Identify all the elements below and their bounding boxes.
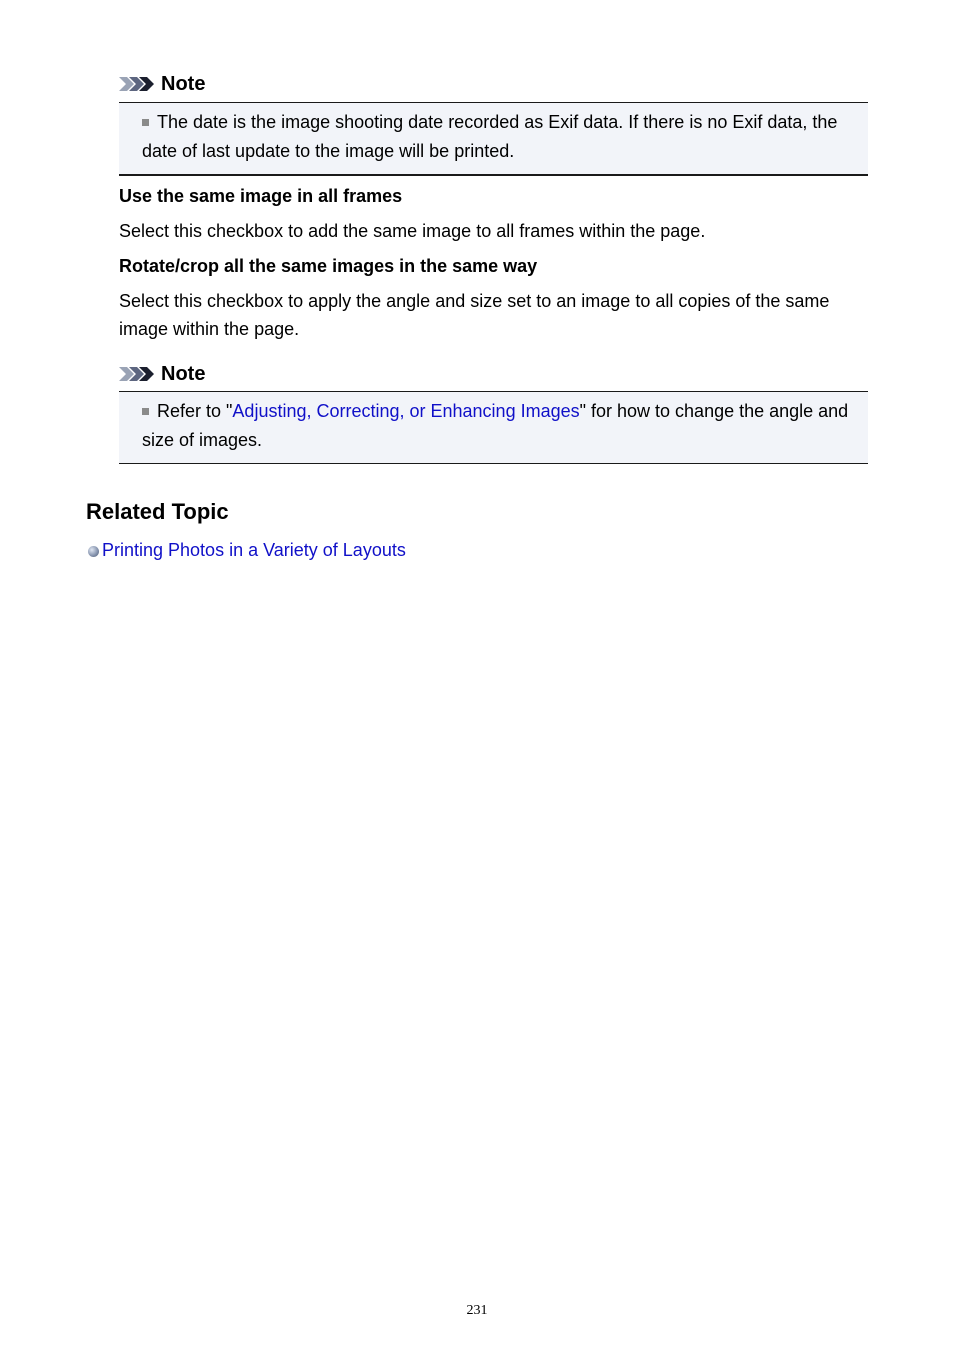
square-bullet-icon [142,119,149,126]
note-block-exif [119,70,868,176]
page-number: 231 [466,1303,488,1318]
note-text: The date is the image shooting date recorded as Exif data. If there is no Exif data, the date of last update to the image will be printed. [142,112,838,161]
section-text: Select this checkbox to apply the angle and size set to an image to all copies of the same image within the page. [119,291,830,339]
note-body [119,391,868,464]
section-title: Use the same image in all frames [119,186,403,206]
note-block-adjusting [119,360,868,464]
note-title: Note [161,363,206,385]
section-same-image [119,184,859,245]
adjusting-images-link[interactable]: Adjusting, Correcting, or Enhancing Images [232,401,580,421]
related-topic-item[interactable] [88,537,406,563]
printing-photos-layouts-link[interactable]: Printing Photos in a Variety of Layouts [102,540,406,560]
note-header [119,70,868,98]
note-text-after: " for how to change the angle and size of images. [142,401,849,450]
section-rotate-crop [119,254,859,343]
note-title: Note [161,73,206,95]
square-bullet-icon [142,408,149,415]
note-text-before: Refer to " [157,401,233,421]
globe-bullet-icon [88,546,99,557]
note-header [119,360,868,388]
note-body [119,102,868,176]
note-arrows-icon [119,366,157,382]
section-text: Select this checkbox to add the same image to all frames within the page. [119,221,706,241]
related-topic-heading: Related Topic [86,499,229,524]
section-title: Rotate/crop all the same images in the same way [119,256,538,276]
note-arrows-icon [119,76,157,92]
